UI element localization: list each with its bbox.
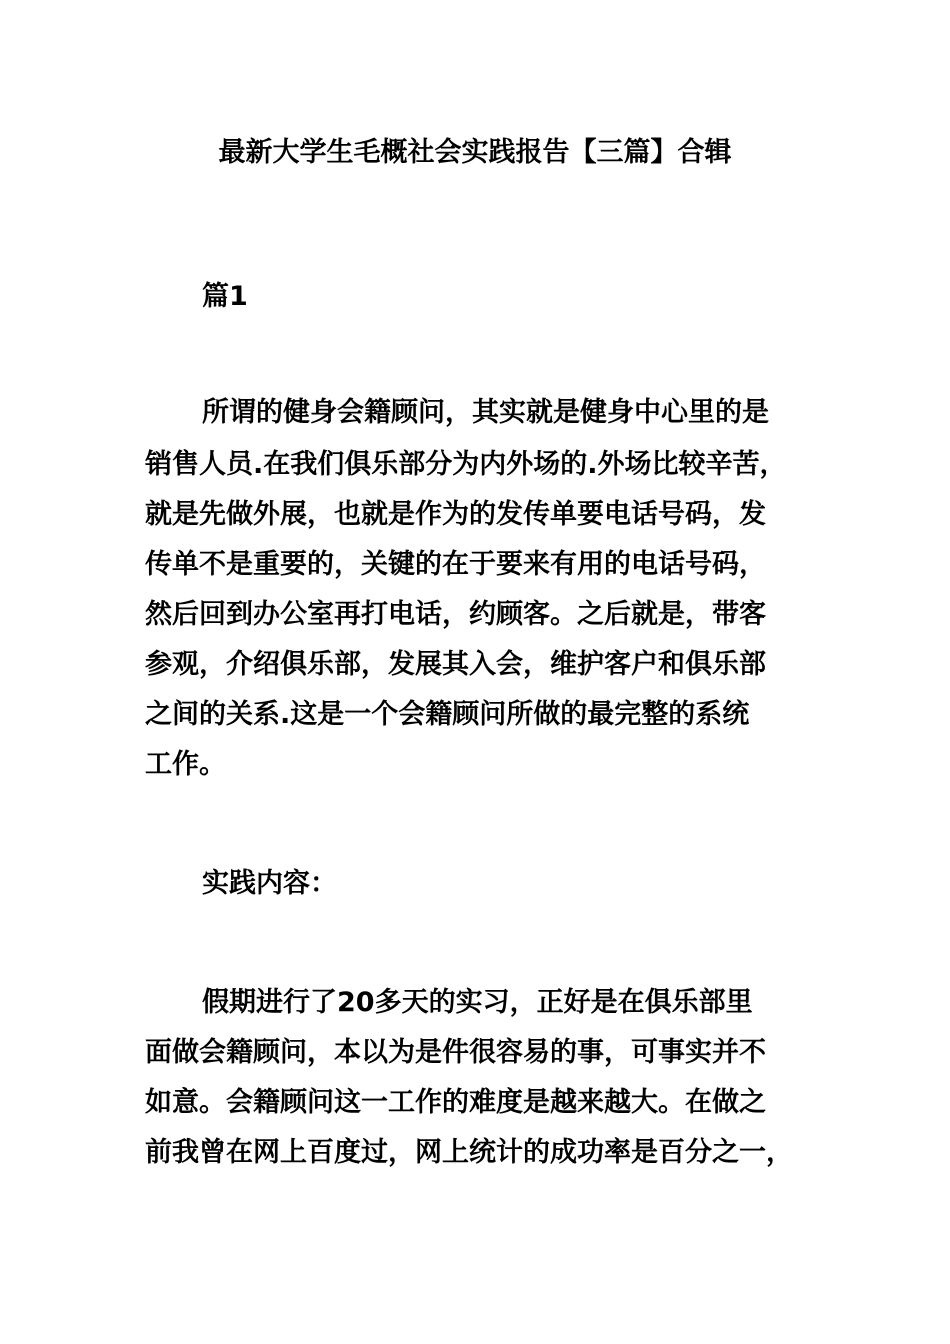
paragraph-line: 工作。 — [145, 749, 226, 780]
section-heading-2: 实践内容： — [202, 868, 337, 899]
paragraph-line: 传单不是重要的，关键的在于要来有用的电话号码， — [145, 549, 766, 580]
paragraph-line: 前我曾在网上百度过，网上统计的成功率是百分之一， — [145, 1137, 793, 1168]
section-heading-1: 篇1 — [202, 281, 248, 312]
paragraph-line: 销售人员.在我们俱乐部分为内外场的.外场比较辛苦， — [145, 449, 787, 480]
paragraph-line: 就是先做外展，也就是作为的发传单要电话号码，发 — [145, 499, 766, 530]
document-title: 最新大学生毛概社会实践报告【三篇】合辑 — [218, 137, 732, 168]
paragraph-line: 假期进行了20多天的实习，正好是在俱乐部里 — [202, 987, 753, 1018]
paragraph-line: 所谓的健身会籍顾问，其实就是健身中心里的是 — [202, 397, 769, 428]
paragraph-line: 然后回到办公室再打电话，约顾客。之后就是，带客 — [145, 599, 766, 630]
paragraph-line: 面做会籍顾问，本以为是件很容易的事，可事实并不 — [145, 1037, 766, 1068]
paragraph-line: 如意。会籍顾问这一工作的难度是越来越大。在做之 — [145, 1087, 766, 1118]
paragraph-line: 参观，介绍俱乐部，发展其入会，维护客户和俱乐部 — [145, 649, 766, 680]
paragraph-line: 之间的关系.这是一个会籍顾问所做的最完整的系统 — [145, 699, 750, 730]
